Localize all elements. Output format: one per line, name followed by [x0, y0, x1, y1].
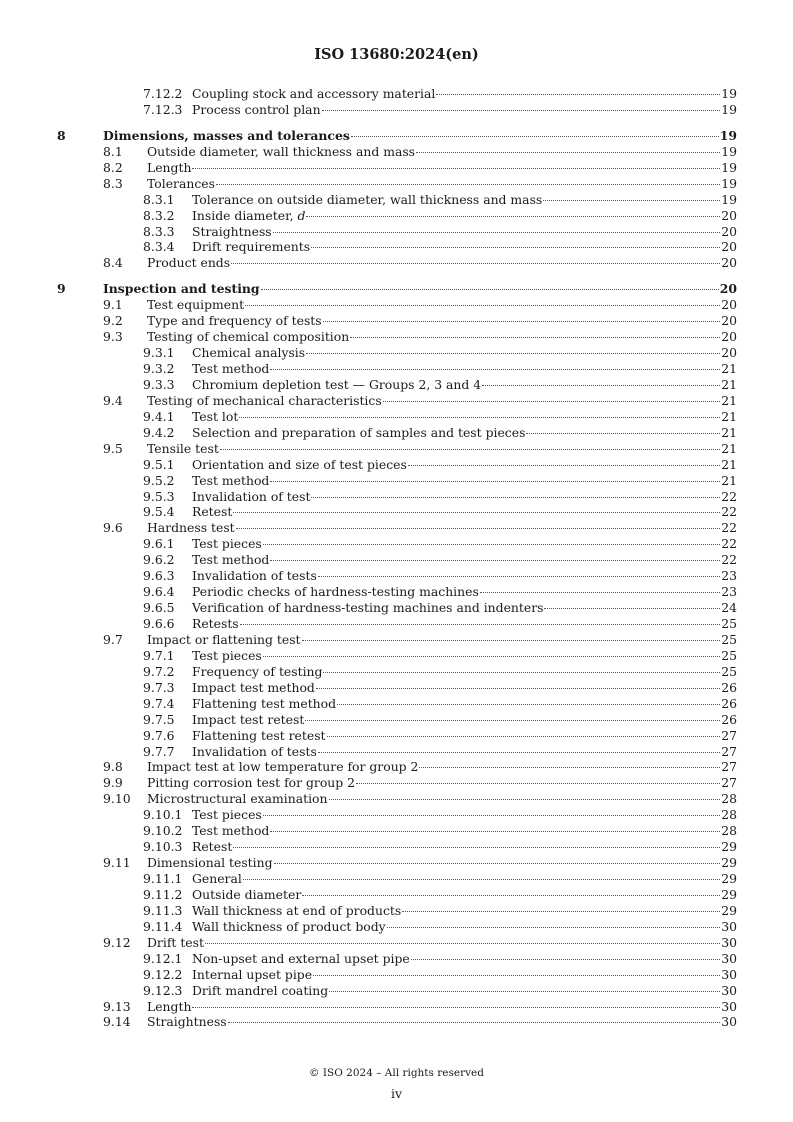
toc-entry-title: Periodic checks of hardness-testing machines	[192, 584, 479, 600]
toc-entry-title: Test method	[192, 472, 270, 488]
toc-dot-leader	[263, 656, 720, 657]
toc-entry[interactable]	[57, 425, 737, 441]
toc-entry-page: 19	[719, 127, 737, 143]
toc-entry-title: Process control plan	[192, 101, 321, 117]
toc-entry-title: Test pieces	[192, 807, 262, 823]
toc-entry[interactable]	[57, 160, 737, 176]
toc-entry-number: 9.3.3	[143, 376, 175, 392]
toc-entry-number: 9.12.3	[143, 982, 183, 998]
toc-entry-page: 20	[719, 281, 737, 297]
toc-entry-title: Selection and preparation of samples and test pieces	[192, 424, 526, 440]
toc-dot-leader	[416, 152, 720, 153]
toc-entry-number: 9.11.1	[143, 871, 183, 886]
toc-entry-page: 23	[721, 584, 737, 600]
toc-entry-number: 9.11	[103, 855, 131, 871]
toc-entry-title: Chemical analysis	[192, 345, 306, 361]
toc-entry-page: 19	[721, 159, 737, 175]
toc-entry-page: 25	[721, 647, 737, 663]
toc-entry-title: Impact test method	[192, 679, 315, 695]
toc-dot-leader	[323, 321, 720, 322]
toc-entry-title: Tolerances	[147, 175, 215, 191]
toc-entry-title: Inspection and testing	[103, 281, 260, 297]
toc-entry-title: Test equipment	[147, 297, 245, 313]
toc-entry[interactable]	[57, 584, 737, 600]
toc-entry-title: Length	[147, 998, 192, 1014]
toc-entry-title: Impact or flattening test	[147, 631, 301, 647]
toc-entry-number: 9.5	[103, 440, 123, 456]
toc-entry-page: 26	[721, 679, 737, 695]
toc-entry-title: Dimensions, masses and tolerances	[103, 127, 350, 143]
toc-dot-leader	[482, 385, 720, 386]
toc-entry[interactable]	[57, 871, 737, 887]
toc-entry-title: Outside diameter, wall thickness and mass	[147, 143, 416, 159]
toc-dot-leader	[327, 736, 720, 737]
toc-entry[interactable]	[57, 192, 737, 208]
toc-entry-page: 26	[721, 695, 737, 711]
toc-dot-leader	[318, 752, 720, 753]
toc-entry-page: 26	[721, 711, 737, 727]
footer-copyright: © ISO 2024 – All rights reserved	[309, 1067, 484, 1079]
toc-dot-leader	[387, 927, 720, 928]
toc-entry-number: 9.4	[103, 392, 123, 408]
toc-entry-number: 9.12.1	[143, 950, 183, 966]
toc-entry-page: 20	[721, 255, 737, 271]
toc-entry[interactable]	[57, 807, 737, 823]
toc-entry[interactable]	[57, 935, 737, 951]
toc-dot-leader	[192, 168, 720, 169]
toc-entry-number: 9.10	[103, 791, 131, 807]
toc-entry-title: Type and frequency of tests	[147, 313, 322, 329]
toc-dot-leader	[243, 879, 720, 880]
toc-entry[interactable]	[57, 839, 737, 855]
toc-entry-number: 9.6.2	[143, 552, 175, 568]
toc-entry-page: 22	[721, 552, 737, 568]
toc-entry-number: 9.5.3	[143, 488, 175, 504]
toc-entry-number: 7.12.2	[143, 86, 183, 101]
toc-entry-number: 8	[57, 127, 66, 143]
toc-entry-number: 9.4.1	[143, 408, 175, 424]
toc-dot-leader	[236, 528, 720, 529]
toc-entry-page: 23	[721, 568, 737, 584]
toc-entry[interactable]	[57, 728, 737, 744]
toc-entry-page: 24	[721, 600, 737, 616]
toc-entry-page: 19	[721, 191, 737, 207]
toc-entry-page: 22	[721, 536, 737, 552]
toc-entry-title: General	[192, 871, 242, 886]
toc-entry-page: 21	[721, 408, 737, 424]
toc-dot-leader	[419, 767, 720, 768]
toc-dot-leader	[270, 369, 720, 370]
toc-dot-leader	[306, 216, 720, 217]
toc-entry-page: 30	[721, 966, 737, 982]
toc-entry-number: 9.5.4	[143, 504, 175, 520]
toc-entry-number: 8.1	[103, 143, 123, 159]
toc-entry-number: 9.9	[103, 775, 123, 791]
toc-entry-number: 9.12.2	[143, 966, 183, 982]
toc-entry-number: 9.14	[103, 1014, 131, 1030]
toc-entry[interactable]	[57, 696, 737, 712]
toc-entry-title: Microstructural examination	[147, 791, 328, 807]
toc-entry-page: 27	[721, 775, 737, 791]
toc-dot-leader	[383, 401, 720, 402]
toc-entry-title: Invalidation of tests	[192, 568, 317, 584]
toc-entry[interactable]	[57, 489, 737, 505]
toc-entry-number: 9.11.2	[143, 886, 183, 902]
toc-entry-number: 9.5.1	[143, 456, 175, 472]
toc-entry-number: 9.6.4	[143, 584, 175, 600]
toc-entry-number: 9.7	[103, 631, 123, 647]
toc-dot-leader	[216, 184, 720, 185]
toc-dot-leader	[543, 200, 720, 201]
toc-dot-leader	[323, 672, 720, 673]
toc-entry-page: 20	[721, 239, 737, 255]
toc-dot-leader	[526, 433, 720, 434]
toc-entry-number: 9.6.5	[143, 600, 175, 616]
toc-entry[interactable]	[57, 86, 737, 102]
toc-dot-leader	[329, 799, 721, 800]
toc-entry-number: 9.5.2	[143, 472, 175, 488]
toc-entry[interactable]	[57, 616, 737, 632]
toc-dot-leader	[302, 640, 720, 641]
toc-entry-page: 19	[721, 101, 737, 117]
toc-entry-title: Flattening test retest	[192, 727, 326, 743]
toc-entry-title: Inside diameter, d	[192, 207, 306, 223]
footer-page-number: iv	[390, 1086, 403, 1101]
toc-dot-leader	[245, 305, 720, 306]
toc-entry-page: 22	[721, 488, 737, 504]
toc-entry-page: 21	[721, 361, 737, 376]
toc-entry[interactable]	[57, 568, 737, 584]
toc-dot-leader	[313, 975, 720, 976]
toc-entry-title: Test method	[192, 823, 270, 839]
toc-entry-title: Pitting corrosion test for group 2	[147, 775, 356, 791]
toc-entry[interactable]	[57, 128, 737, 144]
toc-entry-page: 22	[721, 520, 737, 536]
toc-entry-title: Hardness test	[147, 520, 235, 536]
toc-entry-variable: d	[297, 207, 306, 223]
toc-entry-title: Dimensional testing	[147, 855, 273, 871]
toc-entry[interactable]	[57, 102, 737, 118]
toc-entry[interactable]	[57, 377, 737, 393]
toc-entry-page: 30	[721, 950, 737, 966]
toc-entry-page: 22	[721, 504, 737, 520]
toc-entry-title: Outside diameter	[192, 886, 302, 902]
toc-entry-page: 30	[721, 934, 737, 950]
toc-entry-number: 8.3	[103, 175, 123, 191]
toc-entry-number: 9	[57, 281, 66, 297]
toc-entry[interactable]	[57, 919, 737, 935]
toc-entry-number: 9.10.1	[143, 807, 183, 823]
toc-entry[interactable]	[57, 504, 737, 520]
toc-entry-title: Tensile test	[147, 440, 219, 456]
toc-entry-page: 20	[721, 297, 737, 313]
toc-entry-page: 29	[721, 902, 737, 918]
toc-dot-leader	[273, 232, 720, 233]
toc-dot-leader	[305, 720, 720, 721]
toc-entry-page: 21	[721, 424, 737, 440]
toc-entry-title: Straightness	[147, 1014, 227, 1030]
toc-entry-title: Verification of hardness-testing machines and indenters	[192, 600, 544, 616]
toc-entry-number: 7.12.3	[143, 101, 183, 117]
toc-dot-leader	[220, 449, 720, 450]
toc-entry-title: Retest	[192, 504, 233, 520]
toc-entry[interactable]	[57, 823, 737, 839]
toc-entry[interactable]	[57, 329, 737, 345]
toc-entry-page: 20	[721, 313, 737, 329]
toc-entry-title: Drift mandrel coating	[192, 982, 329, 998]
toc-dot-leader	[302, 895, 720, 896]
toc-entry-page: 25	[721, 663, 737, 679]
toc-entry-number: 9.2	[103, 313, 123, 329]
toc-entry[interactable]	[57, 759, 737, 775]
toc-entry-title: Impact test at low temperature for group 2	[147, 759, 419, 775]
toc-entry-page: 28	[721, 823, 737, 839]
toc-dot-leader	[274, 863, 720, 864]
toc-entry-page: 28	[721, 791, 737, 807]
toc-entry-page: 19	[721, 175, 737, 191]
toc-entry[interactable]	[57, 552, 737, 568]
toc-entry[interactable]	[57, 281, 737, 297]
toc-entry-title: Test method	[192, 361, 270, 376]
toc-entry-number: 9.6	[103, 520, 123, 536]
toc-entry-title: Invalidation of test	[192, 488, 311, 504]
toc-dot-leader	[411, 959, 720, 960]
toc-entry[interactable]	[57, 313, 737, 329]
toc-entry-page: 21	[721, 472, 737, 488]
toc-entry[interactable]	[57, 239, 737, 255]
toc-entry-page: 27	[721, 727, 737, 743]
toc-entry-title: Flattening test method	[192, 695, 337, 711]
table-of-contents	[57, 86, 737, 1030]
toc-entry[interactable]	[57, 951, 737, 967]
toc-entry-page: 30	[721, 998, 737, 1014]
toc-entry-number: 9.7.3	[143, 679, 175, 695]
toc-entry[interactable]	[57, 712, 737, 728]
toc-entry-number: 9.3.1	[143, 345, 175, 361]
document-header: ISO 13680:2024(en)	[314, 46, 479, 63]
toc-dot-leader	[306, 353, 720, 354]
toc-dot-leader	[329, 991, 720, 992]
toc-entry-page: 29	[721, 839, 737, 855]
toc-entry-number: 9.7.2	[143, 663, 175, 679]
toc-entry-title: Testing of chemical composition	[147, 329, 350, 345]
toc-dot-leader	[228, 1022, 720, 1023]
toc-entry-title: Chromium depletion test — Groups 2, 3 and 4	[192, 376, 482, 392]
toc-entry-number: 9.6.1	[143, 536, 175, 552]
toc-entry-number: 8.3.4	[143, 239, 175, 255]
toc-entry-title: Wall thickness of product body	[192, 918, 386, 934]
toc-entry[interactable]	[57, 297, 737, 313]
toc-entry-page: 25	[721, 616, 737, 631]
toc-entry-number: 9.3	[103, 329, 123, 345]
toc-entry[interactable]	[57, 208, 737, 224]
toc-entry-number: 9.10.2	[143, 823, 183, 839]
toc-dot-leader	[318, 576, 720, 577]
toc-entry-number: 9.11.4	[143, 918, 183, 934]
toc-dot-leader	[261, 289, 719, 290]
toc-entry-title: Drift test	[147, 934, 204, 950]
toc-entry-page: 21	[721, 376, 737, 392]
toc-dot-leader	[240, 624, 720, 625]
toc-entry[interactable]	[57, 967, 737, 983]
toc-entry-title: Internal upset pipe	[192, 966, 313, 982]
toc-entry-title: Tolerance on outside diameter, wall thickness and mass	[192, 191, 543, 207]
toc-entry-title: Test pieces	[192, 647, 262, 663]
toc-entry-number: 9.4.2	[143, 424, 175, 440]
toc-entry[interactable]	[57, 393, 737, 409]
toc-entry[interactable]	[57, 361, 737, 377]
toc-entry-page: 30	[721, 982, 737, 998]
toc-entry-number: 9.8	[103, 759, 123, 775]
toc-entry[interactable]	[57, 345, 737, 361]
toc-entry-title: Retest	[192, 839, 233, 855]
toc-entry-title: Testing of mechanical characteristics	[147, 392, 382, 408]
toc-entry-page: 29	[721, 855, 737, 871]
toc-entry[interactable]	[57, 632, 737, 648]
toc-entry-title: Drift requirements	[192, 239, 311, 255]
toc-entry-page: 19	[721, 86, 737, 101]
toc-entry-page: 19	[721, 143, 737, 159]
toc-entry[interactable]	[57, 983, 737, 999]
toc-entry[interactable]	[57, 409, 737, 425]
toc-entry-page: 30	[721, 918, 737, 934]
toc-entry[interactable]	[57, 255, 737, 271]
toc-entry[interactable]	[57, 903, 737, 919]
toc-entry[interactable]	[57, 775, 737, 791]
toc-entry-page: 29	[721, 871, 737, 886]
toc-entry[interactable]	[57, 441, 737, 457]
toc-dot-leader	[402, 911, 720, 912]
toc-entry-number: 9.7.7	[143, 743, 175, 759]
toc-entry-number: 9.7.1	[143, 647, 175, 663]
toc-dot-leader	[408, 465, 720, 466]
toc-entry[interactable]	[57, 536, 737, 552]
toc-dot-leader	[356, 783, 720, 784]
toc-entry-title: Invalidation of tests	[192, 743, 317, 759]
toc-dot-leader	[233, 847, 720, 848]
toc-entry-title: Test method	[192, 552, 270, 568]
toc-entry-page: 27	[721, 759, 737, 775]
toc-dot-leader	[270, 831, 720, 832]
toc-dot-leader	[263, 815, 720, 816]
toc-entry-number: 9.12	[103, 934, 131, 950]
toc-entry-number: 9.6.6	[143, 616, 175, 631]
toc-entry-number: 8.4	[103, 255, 123, 271]
toc-entry-page: 20	[721, 329, 737, 345]
toc-entry[interactable]	[57, 648, 737, 664]
toc-dot-leader	[351, 136, 719, 137]
toc-dot-leader	[480, 592, 720, 593]
toc-entry-number: 9.7.5	[143, 711, 175, 727]
toc-entry-number: 9.10.3	[143, 839, 183, 855]
toc-entry[interactable]	[57, 520, 737, 536]
toc-entry-page: 20	[721, 345, 737, 361]
toc-entry-page: 21	[721, 392, 737, 408]
toc-entry[interactable]	[57, 855, 737, 871]
toc-entry-title: Retests	[192, 616, 239, 631]
toc-entry-number: 8.3.1	[143, 191, 175, 207]
toc-entry-title: Frequency of testing	[192, 663, 323, 679]
toc-entry[interactable]	[57, 144, 737, 160]
toc-entry-page: 30	[721, 1014, 737, 1030]
toc-entry-title: Test pieces	[192, 536, 262, 552]
toc-dot-leader	[316, 688, 720, 689]
toc-entry-title: Non-upset and external upset pipe	[192, 950, 410, 966]
toc-dot-leader	[436, 94, 720, 95]
toc-dot-leader	[205, 943, 720, 944]
toc-entry-number: 9.11.3	[143, 902, 183, 918]
toc-entry-page: 21	[721, 456, 737, 472]
toc-entry[interactable]	[57, 680, 737, 696]
toc-dot-leader	[270, 481, 720, 482]
toc-entry-number: 9.6.3	[143, 568, 175, 584]
toc-entry-number: 9.1	[103, 297, 123, 313]
toc-entry[interactable]	[57, 176, 737, 192]
toc-dot-leader	[311, 247, 720, 248]
toc-entry-number: 8.3.2	[143, 207, 175, 223]
toc-entry[interactable]	[57, 887, 737, 903]
toc-entry-title: Wall thickness at end of products	[192, 902, 402, 918]
toc-dot-leader	[350, 337, 720, 338]
toc-entry-number: 9.7.6	[143, 727, 175, 743]
toc-entry-number: 9.13	[103, 998, 131, 1014]
toc-dot-leader	[239, 417, 720, 418]
toc-entry[interactable]	[57, 999, 737, 1015]
toc-entry-page: 29	[721, 886, 737, 902]
toc-entry-page: 20	[721, 223, 737, 239]
toc-entry-title: Orientation and size of test pieces	[192, 456, 407, 472]
toc-entry-title: Impact test retest	[192, 711, 305, 727]
toc-dot-leader	[192, 1007, 720, 1008]
toc-entry-page: 27	[721, 743, 737, 759]
toc-entry-number: 8.2	[103, 159, 123, 175]
toc-entry-number: 9.3.2	[143, 361, 175, 376]
toc-entry-title: Test lot	[192, 408, 239, 424]
toc-entry[interactable]	[57, 600, 737, 616]
toc-dot-leader	[337, 704, 720, 705]
toc-entry-number: 9.7.4	[143, 695, 175, 711]
toc-dot-leader	[544, 608, 720, 609]
toc-entry-number: 8.3.3	[143, 223, 175, 239]
toc-dot-leader	[322, 110, 720, 111]
toc-entry-page: 25	[721, 631, 737, 647]
toc-entry-title: Coupling stock and accessory material	[192, 86, 436, 101]
toc-entry[interactable]	[57, 744, 737, 760]
toc-dot-leader	[231, 263, 720, 264]
toc-entry[interactable]	[57, 791, 737, 807]
toc-entry-page: 20	[721, 207, 737, 223]
toc-entry[interactable]	[57, 457, 737, 473]
toc-entry[interactable]	[57, 664, 737, 680]
toc-entry[interactable]	[57, 1014, 737, 1030]
toc-dot-leader	[263, 544, 720, 545]
toc-entry[interactable]	[57, 473, 737, 489]
toc-dot-leader	[311, 497, 720, 498]
toc-entry-page: 28	[721, 807, 737, 823]
toc-entry-title: Length	[147, 159, 192, 175]
toc-entry-title: Straightness	[192, 223, 272, 239]
toc-entry[interactable]	[57, 224, 737, 240]
toc-dot-leader	[233, 512, 720, 513]
toc-entry-title: Product ends	[147, 255, 231, 271]
toc-dot-leader	[270, 560, 720, 561]
toc-entry-page: 21	[721, 440, 737, 456]
